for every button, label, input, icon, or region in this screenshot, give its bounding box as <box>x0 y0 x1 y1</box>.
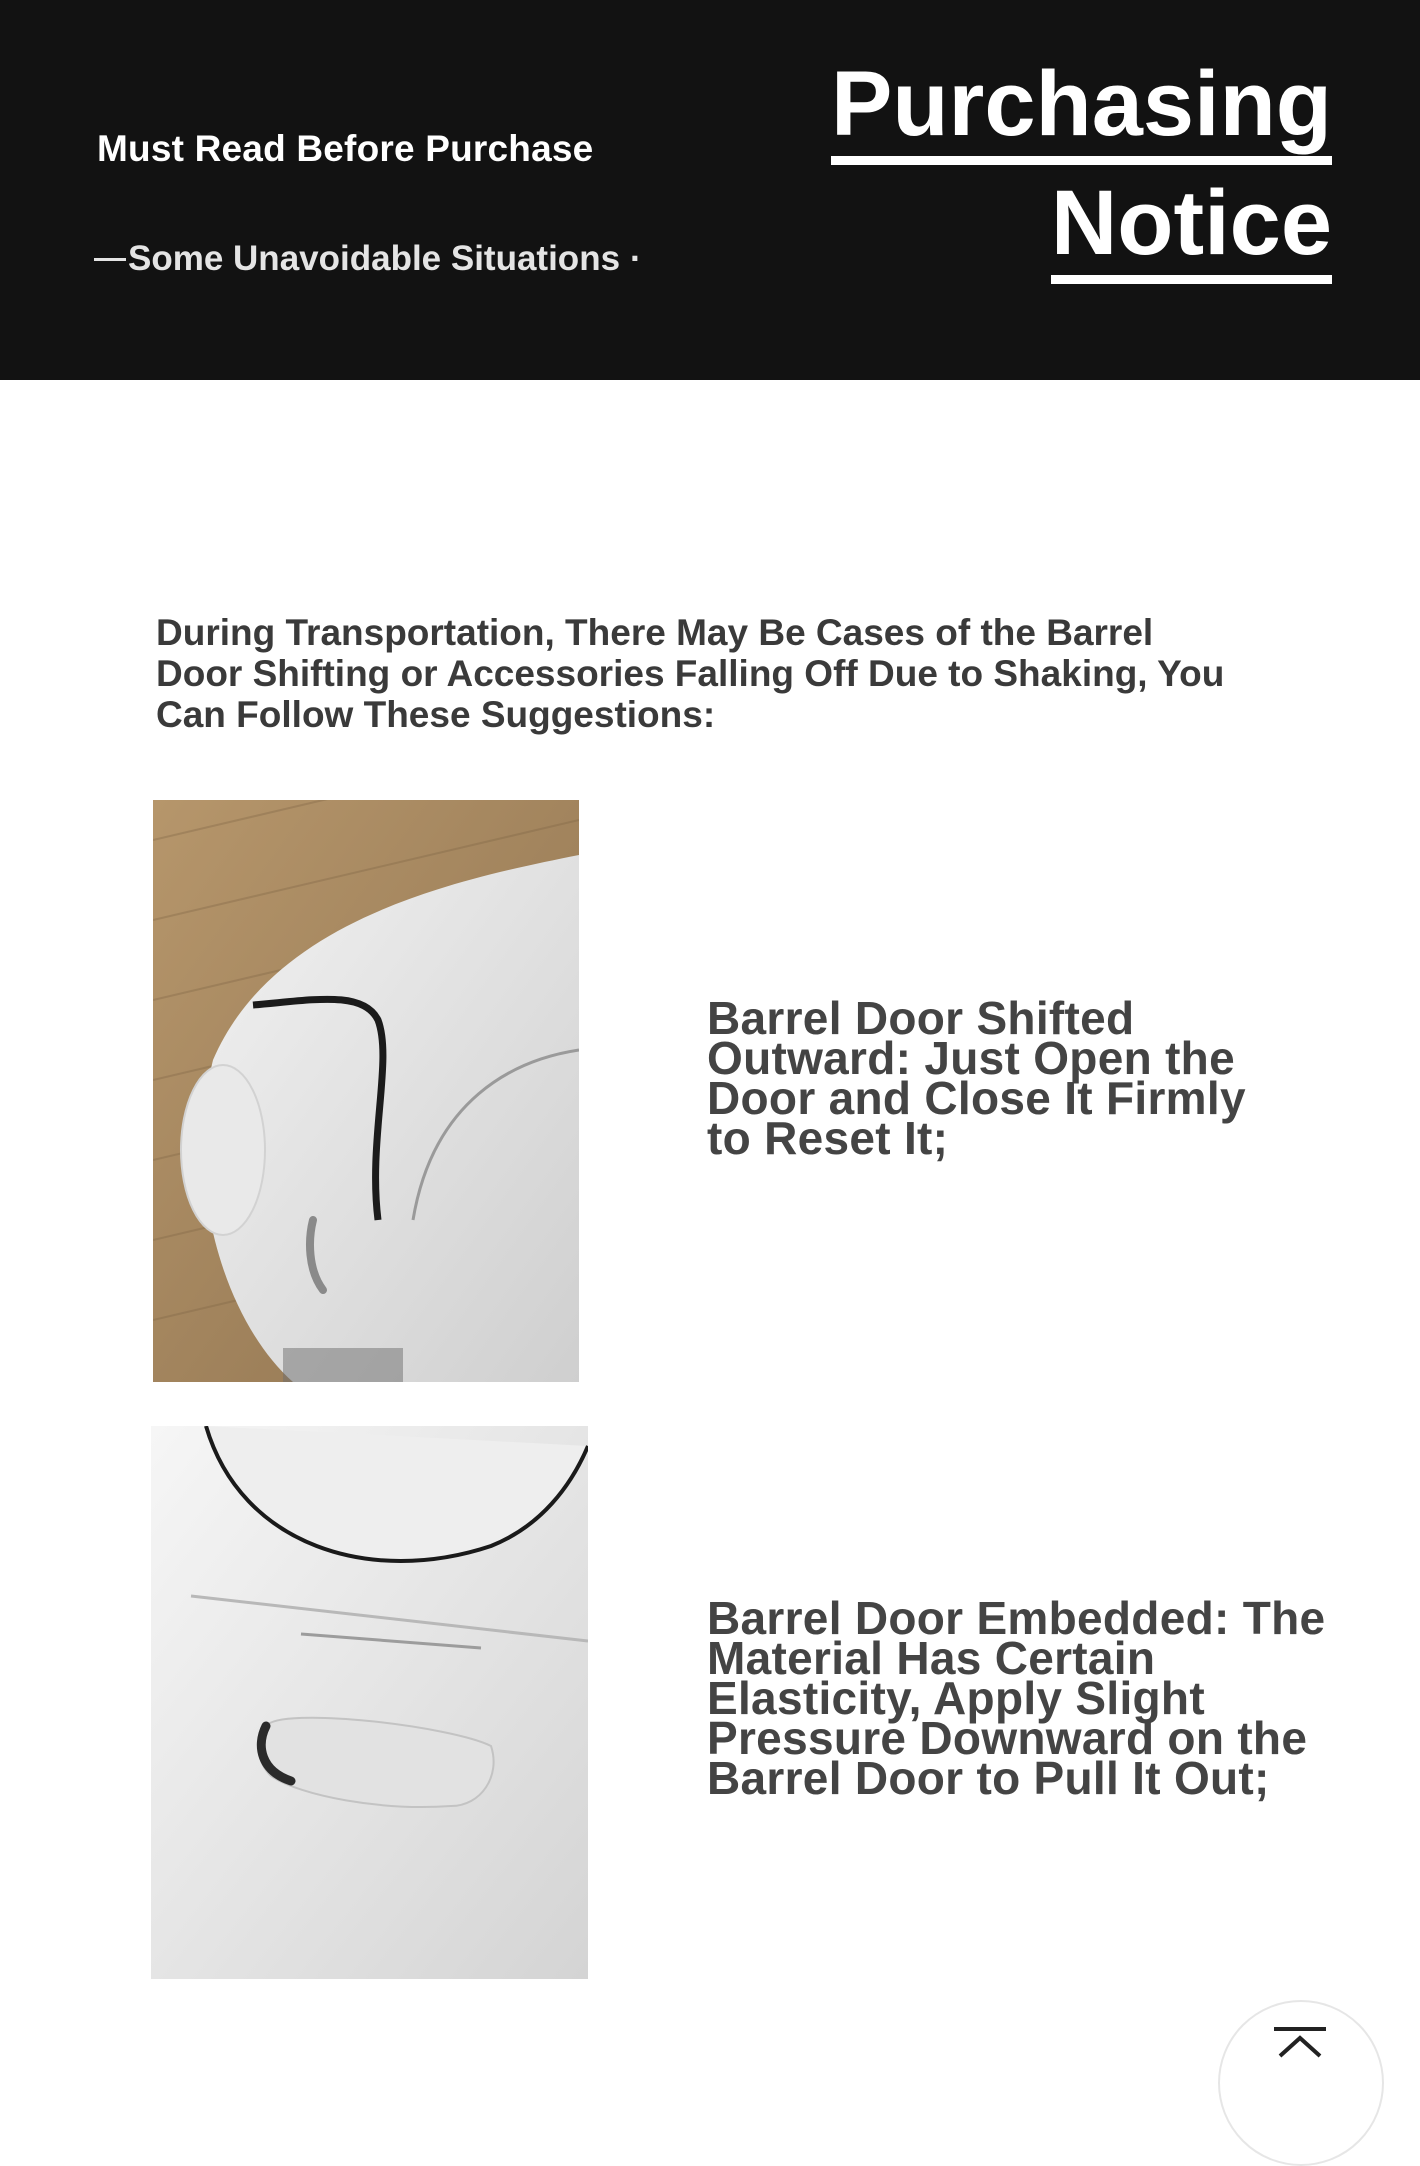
bullet-dot: · <box>630 239 642 278</box>
title-line-purchasing: Purchasing <box>831 58 1332 165</box>
dash-icon <box>94 258 126 261</box>
barrel-door-embedded-photo <box>151 1426 588 1979</box>
purchasing-notice-title <box>812 53 1332 284</box>
title-line-notice: Notice <box>1051 177 1332 284</box>
barrel-door-shifted-photo <box>153 800 579 1382</box>
embedded-door-caption: Barrel Door Embedded: The Material Has Certain Elasticity, Apply Slight Pressure Downward on the Barrel Door to Pull It Out; <box>707 1592 1326 1804</box>
must-read-subtitle: Must Read Before Purchase <box>97 128 594 169</box>
situations-line <box>94 239 642 279</box>
header-banner <box>0 0 1420 380</box>
situations-text: Some Unavoidable Situations <box>128 239 621 278</box>
arrow-up-to-top-icon <box>1270 2026 1330 2066</box>
scroll-to-top-button[interactable] <box>1218 2000 1384 2166</box>
intro-paragraph: During Transportation, There May Be Cases of the Barrel Door Shifting or Accessories Falling Off Due to Shaking, You Can Follow These Suggestions: <box>156 612 1225 735</box>
shifted-door-caption: Barrel Door Shifted Outward: Just Open the Door and Close It Firmly to Reset It; <box>707 992 1246 1164</box>
